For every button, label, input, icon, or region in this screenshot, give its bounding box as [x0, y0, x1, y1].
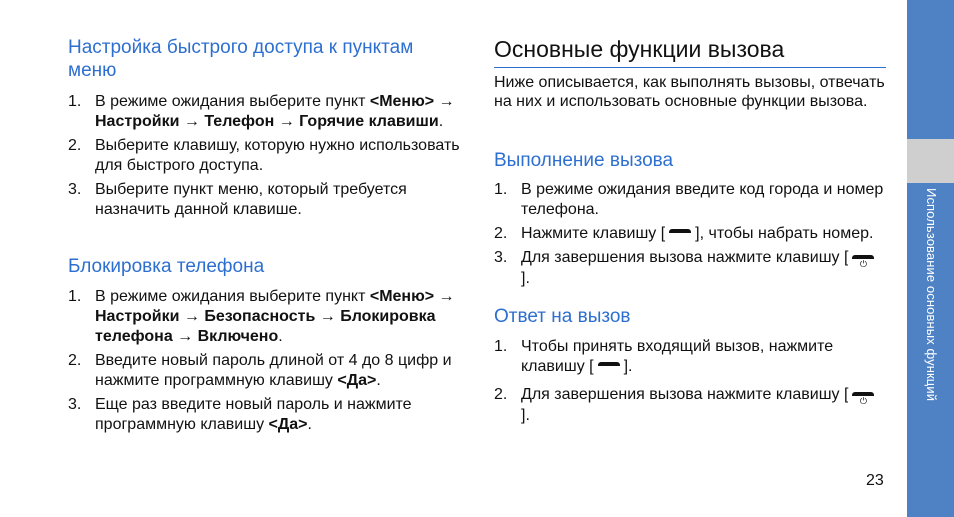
list-item: 1. В режиме ожидания выберите пункт <Меню> → Настройки → Телефон → Горячие клавиши. — [68, 93, 455, 130]
list-item: 1. Чтобы принять входящий вызов, нажмите клавишу [ ]. — [494, 338, 834, 375]
list-item: 1. В режиме ожидания выберите пункт <Меню> → Настройки → Безопасность → Блокировка телефона → Включено. — [68, 288, 455, 345]
phone-send-key-icon — [665, 224, 695, 240]
section-tab — [907, 139, 954, 183]
answer-call-steps — [494, 337, 886, 430]
section-title-answer-call: Ответ на вызов — [494, 306, 631, 327]
list-item: 3. Выберите пункт меню, который требуется назначить данной клавише. — [68, 181, 407, 218]
phone-end-key-icon: ⏻ — [848, 390, 878, 406]
section-title-quick-access: Настройка быстрого доступа к пунктам меню — [68, 37, 414, 81]
phone-send-key-icon — [594, 357, 624, 373]
list-item: 2. Введите новый пароль длиной от 4 до 8 цифр и нажмите программную клавишу <Да>. — [68, 352, 452, 389]
list-item: 2. Нажмите клавишу [ ], чтобы набрать номер. — [494, 225, 874, 242]
intro-text: Ниже описывается, как выполнять вызовы, отвечать на них и использовать основные функции вызова. — [494, 74, 885, 110]
make-call-steps — [494, 180, 886, 293]
quick-access-steps — [68, 92, 463, 224]
section-title-phone-lock: Блокировка телефона — [68, 256, 265, 277]
sidebar-label: Использование основных функций — [924, 188, 939, 402]
phone-end-key-icon: ⏻ — [848, 253, 878, 269]
list-item: 3. Еще раз введите новый пароль и нажмите программную клавишу <Да>. — [68, 396, 412, 433]
page-title: Основные функции вызова — [494, 35, 886, 68]
list-item: 2. Для завершения вызова нажмите клавишу [ $_⏻$]. — [494, 385, 886, 426]
list-item: 2. Выберите клавишу, которую нужно использовать для быстрого доступа. — [68, 137, 460, 174]
page-number: 23 — [866, 472, 884, 489]
section-title-make-call: Выполнение вызова — [494, 150, 674, 171]
phone-lock-steps — [68, 287, 463, 439]
list-item: 1. В режиме ожидания введите код города и номер телефона. — [494, 181, 884, 218]
list-item: 3. Для завершения вызова нажмите клавишу [ $_⏻$]. — [494, 248, 886, 289]
